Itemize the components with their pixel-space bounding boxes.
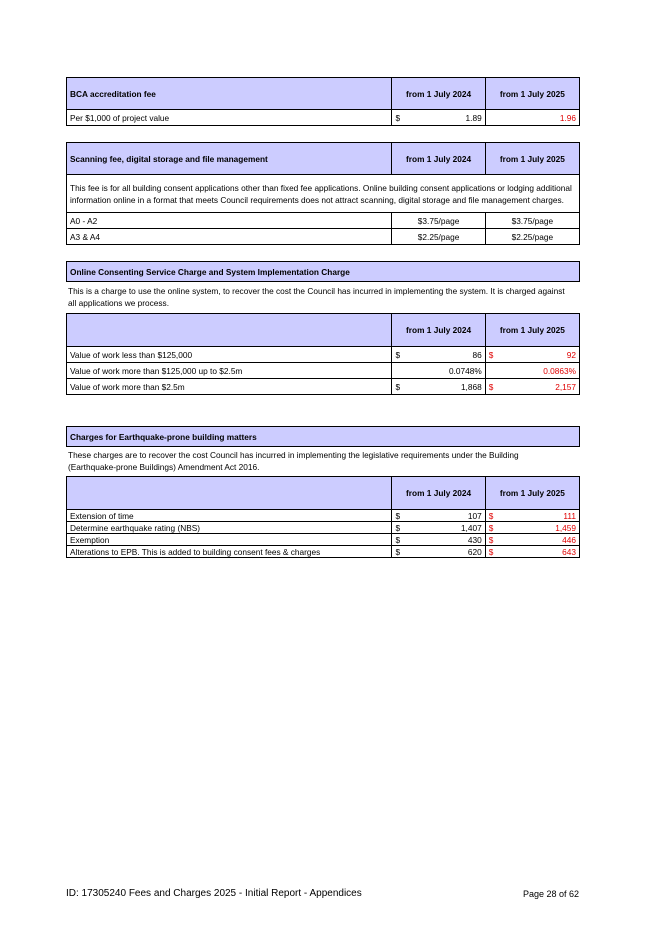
- online-row-label: Value of work less than $125,000: [67, 347, 392, 363]
- table-row: [67, 522, 580, 534]
- earthquake-value-2025: 446: [562, 534, 576, 545]
- earthquake-row-label: Alterations to EPB. This is added to building consent fees & charges: [67, 546, 392, 558]
- scanning-value-2025: $2.25/page: [485, 229, 579, 245]
- bca-value-2024: 1.89: [465, 112, 482, 123]
- online-value-2024: 0.0748%: [392, 363, 485, 379]
- scanning-value-2024: $2.25/page: [392, 229, 485, 245]
- bca-fee-table: [66, 77, 580, 126]
- scanning-title: Scanning fee, digital storage and file management: [67, 143, 392, 175]
- table-row: [67, 534, 580, 546]
- footer-page-number: Page 28 of 62: [523, 889, 580, 899]
- table-row: [67, 213, 580, 229]
- earthquake-value-2025: 643: [562, 546, 576, 557]
- online-row-label: Value of work more than $2.5m: [67, 379, 392, 395]
- bca-value-2025: 1.96: [485, 110, 579, 126]
- online-value-2025: 0.0863%: [485, 363, 579, 379]
- scanning-value-2025: $3.75/page: [485, 213, 579, 229]
- table-row: [67, 546, 580, 558]
- online-title-box: [66, 261, 580, 282]
- currency-symbol: $: [488, 534, 494, 545]
- earthquake-title-box: [66, 426, 580, 447]
- earthquake-value-2024: 620: [467, 546, 482, 557]
- earthquake-col-2025: from 1 July 2025: [485, 477, 579, 510]
- online-title: Online Consenting Service Charge and System Implementation Charge: [67, 262, 580, 282]
- online-description: This is a charge to use the online system, to recover the cost the Council has incurred in implementing the system. It is charged against all applications we process.: [68, 286, 565, 308]
- online-value-2024: 86: [472, 349, 482, 360]
- earthquake-col-2024: from 1 July 2024: [392, 477, 485, 510]
- online-charge-table: [66, 313, 580, 395]
- table-row: [67, 347, 580, 363]
- earthquake-row-label: Determine earthquake rating (NBS): [67, 522, 392, 534]
- scanning-col-2025: from 1 July 2025: [485, 143, 579, 175]
- online-value-2025: 2,157: [555, 381, 576, 392]
- scanning-col-2024: from 1 July 2024: [392, 143, 485, 175]
- bca-row-label: Per $1,000 of project value: [67, 110, 392, 126]
- scanning-value-2024: $3.75/page: [392, 213, 485, 229]
- currency-symbol: $: [488, 546, 494, 557]
- earthquake-value-2024: 107: [467, 510, 482, 521]
- online-col-2025: from 1 July 2025: [485, 314, 579, 347]
- currency-symbol: $: [488, 522, 494, 533]
- scanning-row-label: A0 - A2: [67, 213, 392, 229]
- earthquake-value-2024: 430: [467, 534, 482, 545]
- currency-symbol: $: [395, 349, 401, 360]
- earthquake-value-2025: 1,459: [555, 522, 576, 533]
- currency-symbol: $: [395, 381, 401, 392]
- bca-col-2025: from 1 July 2025: [485, 78, 579, 110]
- currency-symbol: $: [488, 349, 494, 360]
- table-row: [67, 510, 580, 522]
- bca-title: BCA accreditation fee: [67, 78, 392, 110]
- table-row: [67, 379, 580, 395]
- footer-document-id: ID: 17305240 Fees and Charges 2025 - Initial Report - Appendices: [66, 888, 362, 899]
- currency-symbol: $: [395, 522, 401, 533]
- earthquake-title: Charges for Earthquake-prone building matters: [67, 427, 580, 447]
- earthquake-charge-table: [66, 476, 580, 558]
- earthquake-row-label: Extension of time: [67, 510, 392, 522]
- earthquake-value-2025: 111: [563, 510, 576, 521]
- currency-symbol: $: [488, 381, 494, 392]
- online-row-label: Value of work more than $125,000 up to $2.5m: [67, 363, 392, 379]
- currency-symbol: $: [395, 112, 401, 123]
- earthquake-row-label: Exemption: [67, 534, 392, 546]
- online-col-2024: from 1 July 2024: [392, 314, 485, 347]
- table-row: [67, 110, 580, 126]
- online-value-2025: 92: [566, 349, 576, 360]
- currency-symbol: $: [395, 546, 401, 557]
- scanning-description: This fee is for all building consent applications other than fixed fee applications. Online building consent applications or lodging additional information online in a format that meets Council requirements does not attract scanning, digital storage and file management charges.: [67, 175, 580, 213]
- currency-symbol: $: [395, 534, 401, 545]
- currency-symbol: $: [488, 510, 494, 521]
- online-value-2024: 1,868: [460, 381, 482, 392]
- table-row: [67, 229, 580, 245]
- table-row: [67, 363, 580, 379]
- earthquake-description: These charges are to recover the cost Council has incurred in implementing the legislative requirements under the Building (Earthquake-prone Buildings) Amendment Act 2016.: [68, 450, 519, 472]
- bca-col-2024: from 1 July 2024: [392, 78, 485, 110]
- earthquake-value-2024: 1,407: [460, 522, 482, 533]
- scanning-row-label: A3 & A4: [67, 229, 392, 245]
- currency-symbol: $: [395, 510, 401, 521]
- scanning-fee-table: [66, 142, 580, 245]
